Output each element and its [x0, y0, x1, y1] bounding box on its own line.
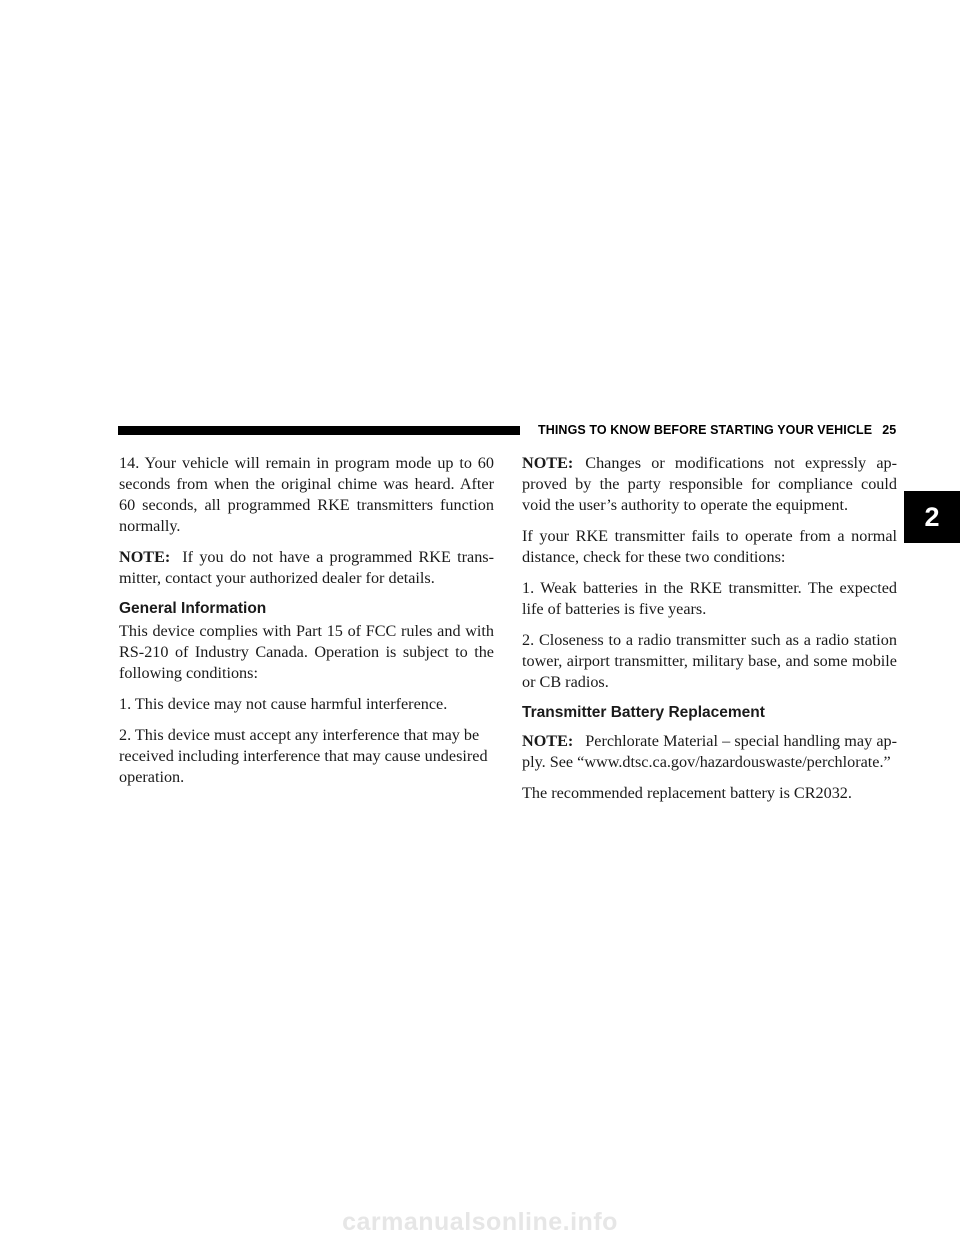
note-paragraph: [119, 547, 494, 589]
paragraph: The recommended replacement battery is CR2032.: [522, 784, 852, 802]
note-text: Changes or modifications not expressly ap-proved by the party responsible for compliance could void the user’s authority to operate the equipment.: [522, 454, 897, 514]
note-paragraph: [522, 731, 897, 773]
paragraph: 1. This device may not cause harmful interference.: [119, 695, 448, 713]
header-title: THINGS TO KNOW BEFORE STARTING YOUR VEHICLE: [538, 423, 873, 437]
chapter-tab: 2: [904, 491, 960, 543]
note-label: NOTE:: [522, 732, 574, 750]
note-label: NOTE:: [119, 548, 171, 566]
header-rule: [118, 426, 520, 435]
note-label: NOTE:: [522, 454, 574, 472]
paragraph: 2. This device must accept any interference that may be received including interference that may cause undesired operation.: [119, 726, 488, 786]
note-paragraph: [522, 453, 897, 516]
right-column: [522, 453, 897, 814]
section-heading: Transmitter Battery Replacement: [522, 704, 765, 721]
page-number: 25: [882, 423, 897, 437]
paragraph: If your RKE transmitter fails to operate from a normal distance, check for these two conditions:: [522, 527, 897, 566]
note-text: Perchlorate Material – special handling may ap-ply. See “www.dtsc.ca.gov/hazardouswaste/perchlorate.”: [522, 732, 897, 771]
watermark: carmanualsonline.info: [342, 1208, 618, 1236]
note-text: If you do not have a programmed RKE trans-mitter, contact your authorized dealer for details.: [119, 548, 494, 587]
section-heading: General Information: [119, 600, 267, 617]
paragraph: 2. Closeness to a radio transmitter such as a radio station tower, airport transmitter, military base, and some mobile or CB radios.: [522, 631, 897, 691]
running-header: [538, 423, 896, 437]
paragraph: This device complies with Part 15 of FCC rules and with RS-210 of Industry Canada. Operation is subject to the following conditions:: [119, 622, 494, 682]
paragraph: 1. Weak batteries in the RKE transmitter. The expected life of batteries is five years.: [522, 579, 897, 618]
paragraph: 14. Your vehicle will remain in program mode up to 60 seconds from when the original chime was heard. After 60 seconds, all programmed RKE transmitters function normally.: [119, 454, 494, 535]
left-column: [119, 453, 494, 798]
